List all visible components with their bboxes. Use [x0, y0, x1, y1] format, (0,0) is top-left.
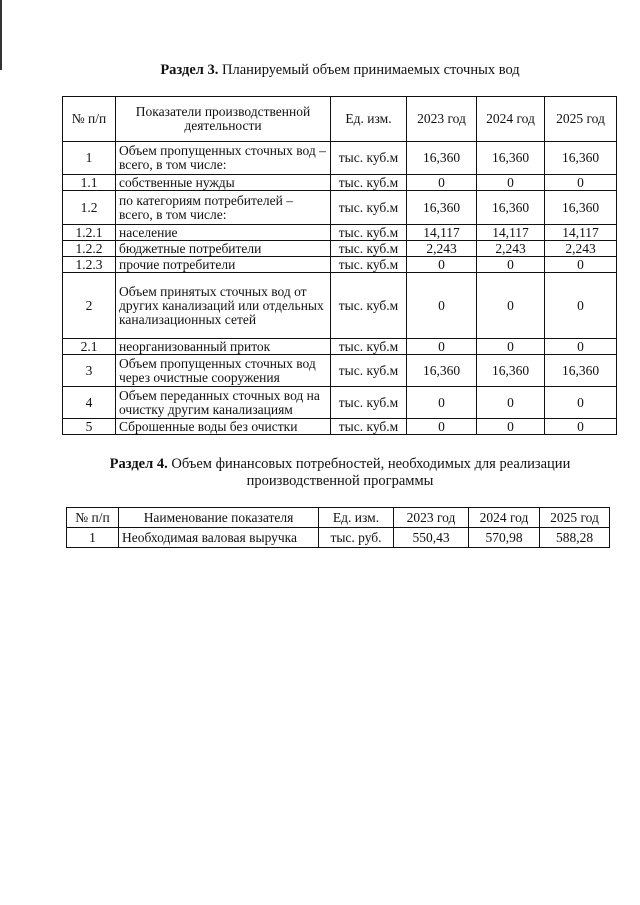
row-value-2025: 588,28 — [540, 528, 610, 548]
section-4-heading-line-2: производственной программы — [246, 473, 434, 489]
row-unit: тыс. куб.м — [331, 175, 407, 191]
row-value-2024: 0 — [477, 387, 545, 419]
row-unit: тыс. куб.м — [331, 241, 407, 257]
row-value-2025: 16,360 — [545, 191, 617, 225]
row-value-2025: 0 — [545, 273, 617, 339]
row-value-2025: 16,360 — [545, 142, 617, 175]
row-name: по категориям потребителей – всего, в том числе: — [116, 191, 331, 225]
header-2023: 2023 год — [407, 97, 477, 142]
row-name: Сброшенные воды без очистки — [116, 419, 331, 435]
row-value-2025: 0 — [545, 339, 617, 355]
row-value-2023: 16,360 — [407, 191, 477, 225]
wastewater-volume-table — [62, 96, 617, 435]
page-edge-line — [0, 0, 2, 70]
table-row — [63, 191, 617, 225]
row-unit: тыс. руб. — [319, 528, 394, 548]
table-header-row — [63, 97, 617, 142]
table-row — [63, 339, 617, 355]
row-value-2023: 16,360 — [407, 355, 477, 387]
section-3-heading: Планируемый объем принимаемых сточных вод — [222, 62, 520, 78]
row-value-2023: 550,43 — [394, 528, 469, 548]
row-name: население — [116, 225, 331, 241]
row-value-2023: 0 — [407, 257, 477, 273]
table-row — [63, 257, 617, 273]
row-value-2025: 0 — [545, 175, 617, 191]
financial-needs-table — [66, 507, 610, 548]
row-value-2023: 0 — [407, 273, 477, 339]
row-unit: тыс. куб.м — [331, 142, 407, 175]
row-unit: тыс. куб.м — [331, 339, 407, 355]
row-num: 1.2 — [63, 191, 116, 225]
row-value-2024: 16,360 — [477, 355, 545, 387]
row-value-2024: 0 — [477, 257, 545, 273]
row-num: 3 — [63, 355, 116, 387]
section-4-heading-line-1: Объем финансовых потребностей, необходимых для реализации — [171, 456, 571, 472]
row-value-2024: 0 — [477, 419, 545, 435]
header-2025: 2025 год — [545, 97, 617, 142]
row-unit: тыс. куб.м — [331, 273, 407, 339]
table-row — [63, 273, 617, 339]
row-num: 1.2.1 — [63, 225, 116, 241]
header-unit: Ед. изм. — [331, 97, 407, 142]
row-num: 1.1 — [63, 175, 116, 191]
row-name: Необходимая валовая выручка — [119, 528, 319, 548]
row-value-2025: 14,117 — [545, 225, 617, 241]
row-value-2024: 2,243 — [477, 241, 545, 257]
header-2024: 2024 год — [477, 97, 545, 142]
table-row — [63, 241, 617, 257]
header-2024: 2024 год — [469, 508, 540, 528]
row-name: Объем пропущенных сточных вод – всего, в том числе: — [116, 142, 331, 175]
section-4-title — [60, 456, 620, 490]
row-unit: тыс. куб.м — [331, 419, 407, 435]
table-row — [67, 528, 610, 548]
row-value-2023: 0 — [407, 387, 477, 419]
row-name: бюджетные потребители — [116, 241, 331, 257]
row-value-2025: 2,243 — [545, 241, 617, 257]
row-value-2024: 0 — [477, 175, 545, 191]
row-value-2025: 0 — [545, 419, 617, 435]
section-4-label: Раздел 4. — [109, 456, 168, 472]
row-num: 2.1 — [63, 339, 116, 355]
table-row — [63, 142, 617, 175]
table-row — [63, 419, 617, 435]
header-2025: 2025 год — [540, 508, 610, 528]
row-num: 2 — [63, 273, 116, 339]
row-name: Объем переданных сточных вод на очистку другим канализациям — [116, 387, 331, 419]
row-value-2023: 2,243 — [407, 241, 477, 257]
row-name: неорганизованный приток — [116, 339, 331, 355]
section-3-title — [60, 62, 620, 79]
table-row — [63, 355, 617, 387]
row-num: 1 — [63, 142, 116, 175]
row-unit: тыс. куб.м — [331, 225, 407, 241]
row-value-2023: 14,117 — [407, 225, 477, 241]
row-value-2025: 16,360 — [545, 355, 617, 387]
row-name: Объем принятых сточных вод от других канализаций или отдельных канализационных сетей — [116, 273, 331, 339]
row-name: собственные нужды — [116, 175, 331, 191]
row-value-2025: 0 — [545, 257, 617, 273]
row-num: 1.2.3 — [63, 257, 116, 273]
row-unit: тыс. куб.м — [331, 355, 407, 387]
row-value-2023: 16,360 — [407, 142, 477, 175]
section-3-label: Раздел 3. — [160, 62, 219, 78]
header-num: № п/п — [67, 508, 119, 528]
table-header-row — [67, 508, 610, 528]
row-num: 4 — [63, 387, 116, 419]
row-value-2024: 14,117 — [477, 225, 545, 241]
header-indicator-name: Наименование показателя — [119, 508, 319, 528]
row-name: Объем пропущенных сточных вод через очистные сооружения — [116, 355, 331, 387]
table-row — [63, 225, 617, 241]
header-unit: Ед. изм. — [319, 508, 394, 528]
row-value-2024: 570,98 — [469, 528, 540, 548]
row-value-2023: 0 — [407, 175, 477, 191]
row-unit: тыс. куб.м — [331, 191, 407, 225]
row-unit: тыс. куб.м — [331, 257, 407, 273]
header-indicator: Показатели производственной деятельности — [116, 97, 331, 142]
row-name: прочие потребители — [116, 257, 331, 273]
row-value-2024: 0 — [477, 339, 545, 355]
table-row — [63, 387, 617, 419]
row-num: 1 — [67, 528, 119, 548]
row-value-2025: 0 — [545, 387, 617, 419]
row-value-2024: 16,360 — [477, 142, 545, 175]
row-value-2024: 16,360 — [477, 191, 545, 225]
table-row — [63, 175, 617, 191]
row-unit: тыс. куб.м — [331, 387, 407, 419]
row-value-2023: 0 — [407, 419, 477, 435]
row-value-2023: 0 — [407, 339, 477, 355]
row-value-2024: 0 — [477, 273, 545, 339]
row-num: 1.2.2 — [63, 241, 116, 257]
header-num: № п/п — [63, 97, 116, 142]
row-num: 5 — [63, 419, 116, 435]
header-2023: 2023 год — [394, 508, 469, 528]
